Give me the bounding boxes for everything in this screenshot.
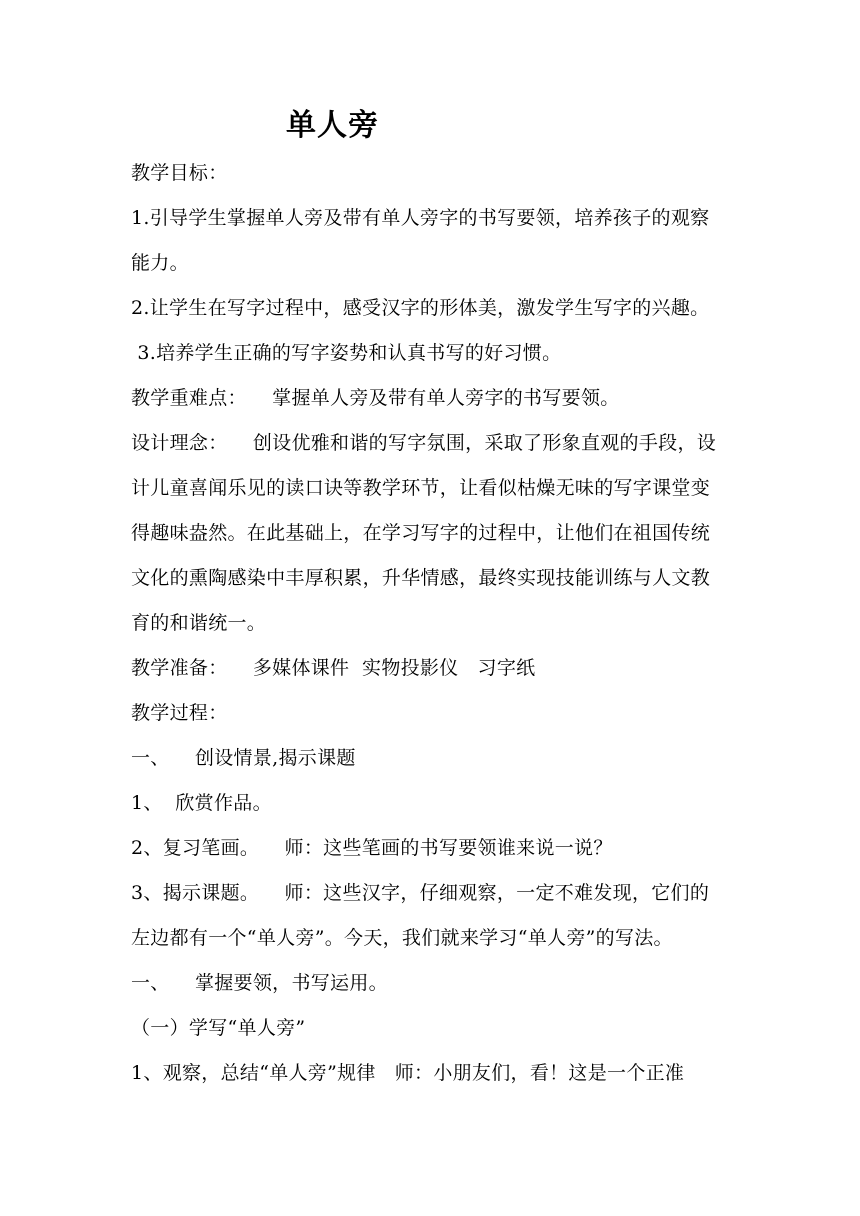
design-concept-line-1: 设计理念： 创设优雅和谐的写字氛围，采取了形象直观的手段，设 [131,432,717,454]
design-concept-line-5: 育的和谐统一。 [131,612,267,634]
design-concept-line-3: 得趣味盎然。在此基础上，在学习写字的过程中，让他们在祖国传统 [131,522,711,544]
step-2: 2、复习笔画。 师：这些笔画的书写要领谁来说一说？ [131,837,613,859]
objective-2: 2.让学生在写字过程中，感受汉字的形体美，激发学生写字的兴趣。 [131,297,710,319]
section-1-heading: 一、 创设情景,揭示课题 [131,747,356,769]
step-3-line-2: 左边都有一个“单人旁”。今天，我们就来学习“单人旁”的写法。 [131,927,673,949]
subsection-1-heading: （一）学写“单人旁” [131,1017,306,1039]
subsection-step-1: 1、观察，总结“单人旁”规律 师：小朋友们，看！这是一个正准 [131,1062,685,1084]
step-3-line-1: 3、揭示课题。 师：这些汉字，仔细观察，一定不难发现，它们的 [131,882,710,904]
teaching-preparation: 教学准备： 多媒体课件 实物投影仪 习字纸 [131,657,536,679]
section-2-heading: 一、 掌握要领，书写运用。 [131,972,388,994]
heading-teaching-process: 教学过程： [131,702,228,724]
step-1: 1、 欣赏作品。 [131,792,272,814]
design-concept-line-2: 计儿童喜闻乐见的读口诀等教学环节，让看似枯燥无味的写字课堂变 [131,477,711,499]
objective-1-line-1: 1.引导学生掌握单人旁及带有单人旁字的书写要领，培养孩子的观察 [131,207,710,229]
heading-teaching-objectives: 教学目标： [131,162,228,184]
design-concept-line-4: 文化的熏陶感染中丰厚积累，升华情感，最终实现技能训练与人文教 [131,567,711,589]
objective-1-line-2: 能力。 [131,252,189,274]
key-difficulties: 教学重难点： 掌握单人旁及带有单人旁字的书写要领。 [131,387,620,409]
objective-3: 3.培养学生正确的写字姿势和认真书写的好习惯。 [131,342,562,364]
document-title: 单人旁 [286,108,379,143]
